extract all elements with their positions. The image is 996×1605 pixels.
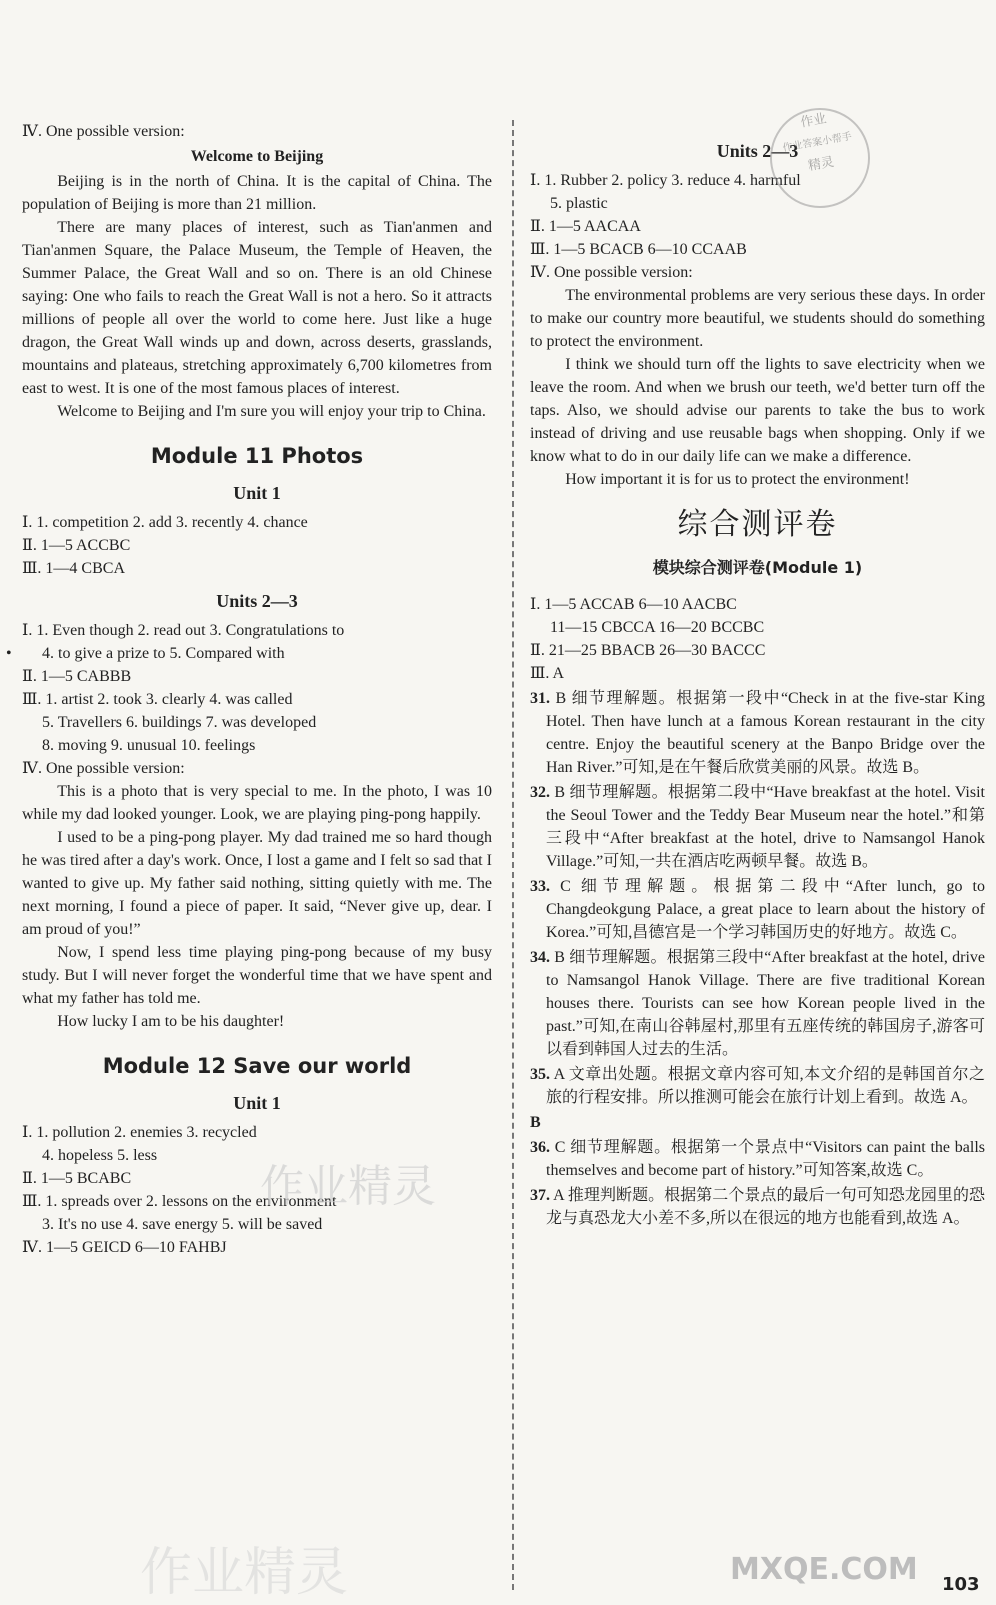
answer-line: Ⅱ. 1—5 BCABC [22,1170,132,1187]
essay-paragraph: The environmental problems are very serious these days. In order to make our country more beautiful, we students should do something to protect the environment. [530,287,985,350]
answer-line: Ⅲ. 1. artist 2. took 3. clearly 4. was called [22,691,293,708]
answer-line: Ⅰ. 1. pollution 2. enemies 3. recycled [22,1124,257,1141]
question-text: B 细节理解题。根据第一段中“Check in at the five-star King Hotel. Then have lunch at a famous Korean restaurant in the city centre. Enjoy the beautiful scenery at the Banpo Bridge over the Han River.”可知,是在午餐后欣赏美丽的风景。故选 B。 [546,690,985,776]
question-number: 31. [530,690,550,707]
question-explanation [530,946,985,1061]
stamp-text: 作业答案小帮手 [781,131,853,155]
sub-title: 模块综合测评卷(Module 1) [652,558,863,577]
watermark: 作业精灵 [140,1543,349,1603]
question-explanation [530,1184,985,1230]
column-divider [512,120,514,1590]
answer-line: Ⅰ. 1—5 ACCAB 6—10 AACBC [530,596,737,613]
watermark: 作业精灵 [260,1161,436,1212]
essay-title: Welcome to Beijing [190,148,324,165]
unit-title: Unit 1 [233,1093,281,1113]
answer-line: Ⅱ. 1—5 CABBB [22,668,132,685]
question-text: C 细节理解题。根据第二段中“After lunch, go to Changdeokgung Palace, a great place to learn about the history of Korea.”可知,昌德宫是一个学习韩国历史的好地方。故选 C。 [546,878,985,941]
answer-line: 5. plastic [550,195,608,212]
answer-line: Ⅰ. 1. Rubber 2. policy 3. reduce 4. harmful [530,172,801,189]
question-number: 37. [530,1187,550,1204]
question-text: A 文章出处题。根据文章内容可知,本文介绍的是韩国首尔之旅的行程安排。所以推测可能会在旅行计划上看到。故选 A。 [546,1066,985,1106]
question-explanation [530,687,985,779]
answer-line: Ⅳ. 1—5 GEICD 6—10 FAHBJ [22,1239,227,1256]
section-intro: Ⅳ. One possible version: [22,123,185,140]
section-title: 综合测评卷 [677,507,838,542]
essay-paragraph: I used to be a ping-pong player. My dad trained me so hard though he was tired after a day's work. Once, I lost a game and I felt so sad that I wanted to give up. My father said nothing, sitting quietly with me. The next morning, I found a piece of paper. It said, “Never give up, dear. I am proud of you!” [22,829,492,938]
question-text: B 细节理解题。根据第二段中“Have breakfast at the hotel. Visit the Seoul Tower and the Teddy Bear Museum near the hotel.”和第三段中“After breakfast at the hotel, drive to Namsangol Hanok Village.”可知,一共在酒店吃两顿早餐。故选 B。 [546,784,985,870]
answer-line: Ⅰ. 1. competition 2. add 3. recently 4. chance [22,514,308,531]
answer-line: Ⅲ. A [530,665,565,682]
stamp-text: 精灵 [807,154,836,175]
question-number: 35. [530,1066,550,1083]
question-explanation [530,781,985,873]
page-number: 103 [942,1574,980,1595]
answer-line: Ⅲ. 1—4 CBCA [22,560,125,577]
site-logo: MXQE.COM [730,1552,918,1587]
essay-paragraph: How important it is for us to protect the environment! [565,471,910,488]
answer-line: Ⅰ. 1. Even though 2. read out 3. Congratulations to [22,622,345,639]
essay-paragraph: Beijing is in the north of China. It is the capital of China. The population of Beijing is more than 21 million. [22,173,492,213]
essay-paragraph: I think we should turn off the lights to save electricity when we leave the room. And when we brush our teeth, we'd better turn off the taps. Also, we should advise our parents to take the bus to work instead of driving and use reusable bags when shopping. Only if we know what to do in our daily life can we make a difference. [530,356,985,465]
module-title: Module 11 Photos [150,444,364,468]
section-label: B [530,1114,541,1131]
question-number: 32. [530,784,550,801]
question-text: B 细节理解题。根据第三段中“After breakfast at the hotel, drive to Namsangol Hanok Village. There are five traditional Korean houses there. Tourists can see how Korean people lived in the past.”可知,在南山谷韩屋村,那里有五座传统的韩国房子,游客可以看到韩国人过去的生活。 [546,949,985,1058]
unit-title: Unit 1 [233,483,281,503]
essay-paragraph: Now, I spend less time playing ping-pong because of my busy study. But I will never forget the wonderful time that we have spent and what my father has told me. [22,944,492,1007]
answer-line: Ⅳ. One possible version: [22,760,185,777]
question-number: 36. [530,1139,550,1156]
unit-title: Units 2—3 [216,591,298,611]
question-explanation [530,875,985,944]
left-column [22,120,492,1259]
question-explanation [530,1136,985,1182]
answer-line: Ⅲ. 1—5 BCACB 6—10 CCAAB [530,241,747,258]
answer-line: Ⅲ. 1. spreads over 2. lessons on the environment [22,1193,337,1210]
question-number: 34. [530,949,550,966]
answer-line: Ⅳ. One possible version: [530,264,693,281]
essay-paragraph: There are many places of interest, such as Tian'anmen and Tian'anmen Square, the Palace Museum, the Temple of Heaven, the Summer Palace, the Great Wall and so on. There is an old Chinese saying: One who fails to reach the Great Wall is not a hero. So it attracts millions of people all over the world to come here. Just like a huge dragon, the Great Wall winds up and down, across deserts, grasslands, mountains and plateaus, stretching approximately 6,700 kilometres from east to west. It is one of the most famous places of interest. [22,219,492,397]
question-number: 33. [530,878,550,895]
answer-line: 11—15 CBCCA 16—20 BCCBC [550,619,765,636]
answer-line: 8. moving 9. unusual 10. feelings [42,737,256,754]
answer-line: Ⅱ. 21—25 BBACB 26—30 BACCC [530,642,766,659]
essay-paragraph: How lucky I am to be his daughter! [57,1013,285,1030]
stamp-text: 作业 [799,111,828,131]
right-column [530,140,985,1232]
answer-line: 4. hopeless 5. less [42,1147,158,1164]
question-text: C 细节理解题。根据第一个景点中“Visitors can paint the balls themselves and become part of history.”可知答案,故选 C。 [546,1139,985,1179]
question-text: A 推理判断题。根据第二个景点的最后一句可知恐龙园里的恐龙与真恐龙大小差不多,所以在很远的地方也能看到,故选 A。 [546,1187,985,1227]
unit-title: Units 2—3 [716,141,799,161]
answer-line: 4. to give a prize to 5. Compared with [42,645,285,662]
answer-line: 5. Travellers 6. buildings 7. was developed [42,714,317,731]
module-title: Module 12 Save our world [102,1054,412,1078]
question-explanation [530,1063,985,1109]
answer-line: Ⅱ. 1—5 ACCBC [22,537,131,554]
essay-paragraph: This is a photo that is very special to me. In the photo, I was 10 while my dad looked younger. Look, we are playing ping-pong happily. [22,783,492,823]
answer-line: Ⅱ. 1—5 AACAA [530,218,641,235]
margin-dot: • [6,645,12,662]
answer-line: 3. It's no use 4. save energy 5. will be saved [42,1216,323,1233]
essay-paragraph: Welcome to Beijing and I'm sure you will enjoy your trip to China. [57,403,486,420]
